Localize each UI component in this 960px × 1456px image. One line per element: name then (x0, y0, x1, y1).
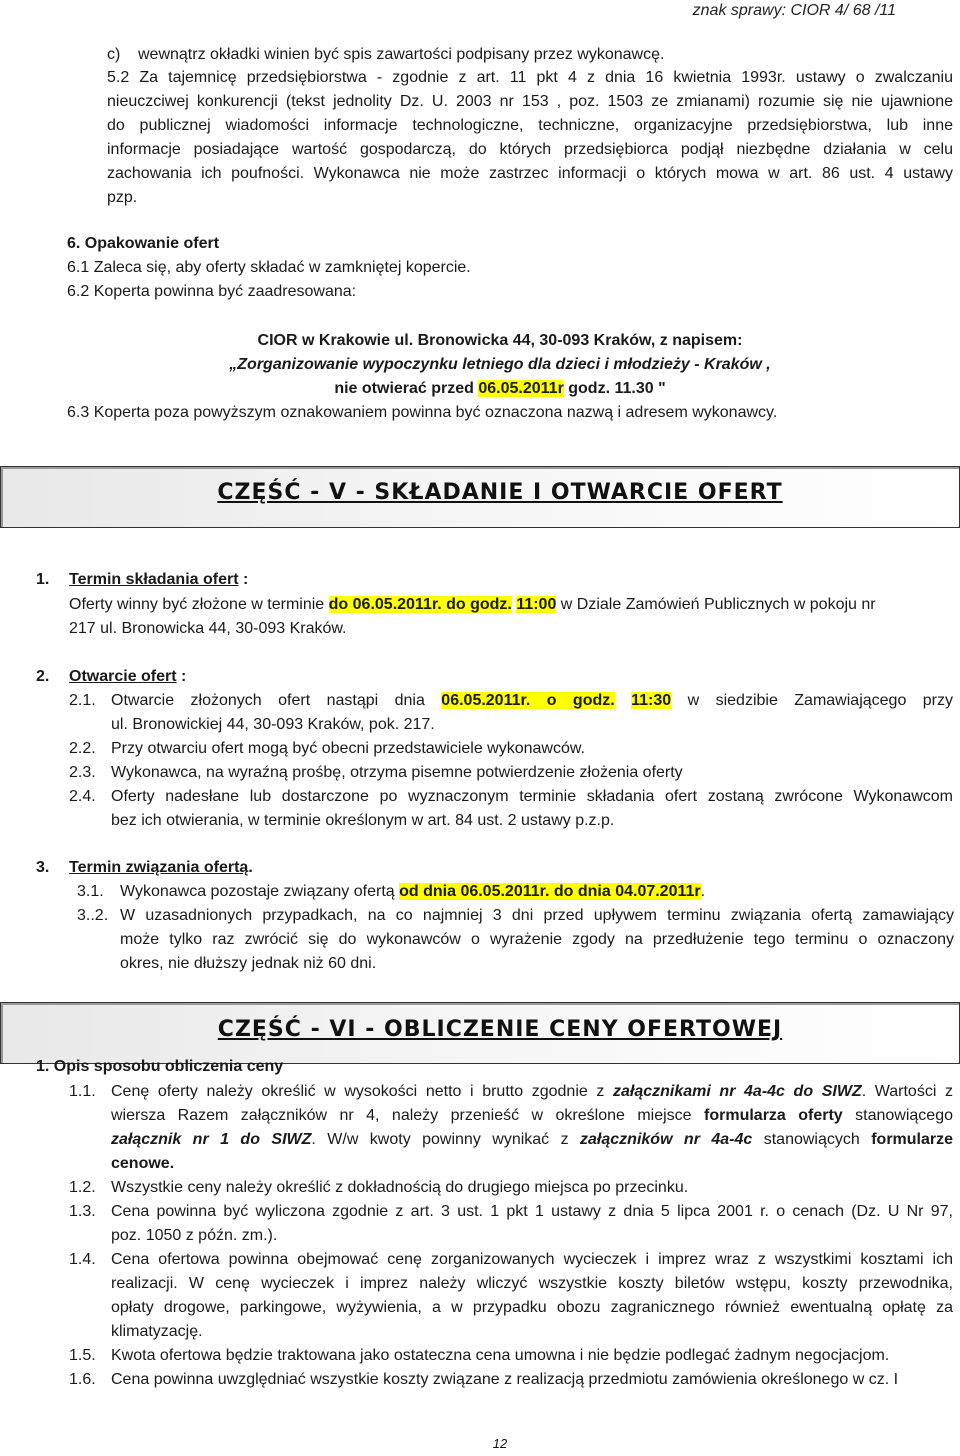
p5-item-21-b: w siedzibie Zamawiającego przy (687, 692, 953, 709)
p5-item-2-num: 2. (36, 668, 50, 685)
p6-item-12-num: 1.2. (69, 1179, 96, 1196)
p6-item-16-num: 1.6. (69, 1371, 96, 1388)
p6-item-11-l1-attachments: załącznikami nr 4a-4c do SIWZ (612, 1083, 862, 1100)
p5-item-21-a: Otwarcie złożonych ofert nastąpi dnia (111, 692, 425, 709)
p6-item-15: Kwota ofertowa będzie traktowana jako ostateczna cena umowna i nie będzie podlegać żadnym negocjacjom. (111, 1347, 890, 1364)
p6-item-12: Wszystkie ceny należy określić z dokładnością do drugiego miejsca po przecinku. (111, 1179, 689, 1196)
section-6-title: 6. Opakowanie ofert (67, 235, 220, 252)
p5-item-1-title: Termin składania ofert (69, 571, 239, 588)
p6-item-11-l3-attachment-1: załącznik nr 1 do SIWZ (111, 1131, 312, 1148)
p6-item-11-l3-attachments: załączników nr 4a-4c (580, 1131, 753, 1148)
p63: 6.3 Koperta poza powyższym oznakowaniem powinna być oznaczona nazwą i adresem wykonawcy. (67, 404, 778, 421)
p6-item-16: Cena powinna uwzględniać wszystkie koszty związane z realizacją przedmiotu zamówienia określonego w cz. I (111, 1371, 899, 1388)
p6-item-14-num: 1.4. (69, 1251, 96, 1268)
p6-item-11-l3-b: stanowiących (763, 1131, 860, 1148)
part-6-banner-title: CZĘŚĆ - VI - OBLICZENIE CENY OFERTOWEJ (217, 1017, 783, 1042)
p5-item-24-line-2: bez ich otwierania, w terminie określonym w art. 84 ust. 2 ustawy p.z.p. (111, 812, 615, 829)
p52-line-1: 5.2 Za tajemnicę przedsiębiorstwa - zgodnie z art. 11 pkt 4 z dnia 16 kwietnia 1993r. ustawy o zwalczaniu (107, 69, 953, 86)
p5-item-1-num: 1. (36, 571, 50, 588)
p5-item-1-line-1 (69, 593, 876, 617)
p5-item-21-num: 2.1. (69, 692, 96, 709)
p5-item-1-line-2: 217 ul. Bronowicka 44, 30-093 Kraków. (69, 620, 347, 637)
p6-item-15-num: 1.5. (69, 1347, 96, 1364)
p6-item-11-l3-a: . W/w kwoty powinny wynikać z (311, 1131, 569, 1148)
p5-item-32-line-3: okres, nie dłuższy jednak niż 60 dni. (120, 955, 377, 972)
p6-item-11-l3-forms: formularze (871, 1131, 954, 1148)
item-c-prefix: c) (107, 46, 121, 63)
address-line-3-b: godz. 11.30 " (568, 380, 666, 397)
p5-item-1-colon: : (238, 571, 249, 588)
p52-line-2: nieuczciwej konkurencji (tekst jednolity Dz. U. 2003 nr 153 , poz. 1503 ze zmianami) rozumie się nie ujawnione (107, 93, 953, 110)
p5-item-21-line-1 (111, 689, 953, 713)
p6-item-13-line-2: poz. 1050 z późn. zm.). (111, 1227, 278, 1244)
p52-line-5: zachowania ich poufności. Wykonawca nie może zastrzec informacji o których mowa w art. 86 ust. 4 ustawy (107, 165, 953, 182)
p62: 6.2 Koperta powinna być zaadresowana: (67, 283, 357, 300)
address-line-3 (0, 377, 960, 401)
p5-item-23: Wykonawca, na wyraźną prośbę, otrzyma pisemne potwierdzenie złożenia oferty (111, 764, 683, 781)
address-date-highlight: 06.05.2011r (478, 380, 564, 397)
p6-item-14-line-2: realizacji. W cenę wycieczek i imprez należy wliczyć wszystkie koszty biletów wstępu, koszty przewodnika, (111, 1275, 953, 1292)
p6-item-1-title: 1. Opis sposobu obliczenia ceny (36, 1058, 284, 1075)
p6-item-13-line-1: Cena powinna być wyliczona zgodnie z art. 3 ust. 1 pkt 1 ustawy z dnia 5 lipca 2001 r. o cenach (Dz. U Nr 97, (111, 1203, 953, 1220)
p5-item-23-num: 2.3. (69, 764, 96, 781)
p5-item-24-num: 2.4. (69, 788, 96, 805)
p5-item-31-num: 3.1. (77, 883, 104, 900)
address-line-2: „Zorganizowanie wypoczynku letniego dla dzieci i młodzieży - Kraków , (229, 356, 771, 373)
binding-period-highlight: od dnia 06.05.2011r. do dnia 04.07.2011r (399, 883, 701, 900)
p5-item-32-line-2: może tylko raz zwrócić się do wykonawców o wyrażenie zgody na przedłużenie tego terminu o oznaczony (120, 931, 954, 948)
p6-item-14-line-3: opłaty drogowe, parkingowe, wyżywienia, a w przypadku obozu zagranicznego również ewentualną opłatę za (111, 1299, 953, 1316)
deadline-time-highlight: 11:00 (516, 596, 557, 613)
p6-item-14-line-1: Cena ofertowa powinna obejmować cenę zorganizowanych wycieczek i imprez wraz z wszystkimi kosztami ich (111, 1251, 953, 1268)
p5-item-22: Przy otwarciu ofert mogą być obecni przedstawiciele wykonawców. (111, 740, 585, 757)
p6-item-11-line-4: cenowe. (111, 1155, 175, 1172)
p5-item-3-num: 3. (36, 859, 50, 876)
p6-item-11-l1-b: . Wartości z (861, 1083, 953, 1100)
p6-item-11-line-1 (111, 1080, 953, 1104)
p52-line-4: informacje posiadające wartość gospodarczą, do których przedsiębiorca podjął niezbędne działania w celu (107, 141, 953, 158)
address-line-1: CIOR w Krakowie ul. Bronowicka 44, 30-093 Kraków, z napisem: (257, 332, 743, 349)
case-number: znak sprawy: CIOR 4/ 68 /11 (692, 2, 896, 19)
p5-item-31 (120, 880, 705, 904)
p5-item-3-title: Termin związania ofertą (69, 859, 249, 876)
p5-item-2-heading (69, 665, 186, 689)
p5-item-32-num: 3..2. (77, 907, 109, 924)
p5-item-24-line-1: Oferty nadesłane lub dostarczone po wyznaczonym terminie składania ofert zostaną zwrócone Wykonawcom (111, 788, 953, 805)
p5-item-21-line-2: ul. Bronowickiej 44, 30-093 Kraków, pok. 217. (111, 716, 435, 733)
p5-item-1-l1-b: w Dziale Zamówień Publicznych w pokoju nr (560, 596, 876, 613)
p5-item-31-b: . (700, 883, 706, 900)
p6-item-11-l2-b: stanowiącego (855, 1107, 953, 1124)
p52-line-3: do publicznej wiadomości informacje technologiczne, techniczne, organizacyjne przedsiębiorstwa, lub inne (107, 117, 953, 134)
address-line-3-a: nie otwierać przed (334, 380, 474, 397)
opening-time-highlight: 11:30 (631, 692, 672, 709)
p6-item-11-line-3 (111, 1128, 953, 1152)
p5-item-3-heading (69, 856, 253, 880)
p5-item-1-heading (69, 568, 248, 592)
p6-item-13-num: 1.3. (69, 1203, 96, 1220)
p5-item-32-line-1: W uzasadnionych przypadkach, na co najmniej 3 dni przed upływem terminu związania ofertą zamawiający (120, 907, 954, 924)
p5-item-2-colon: : (176, 668, 187, 685)
item-c-text: wewnątrz okładki winien być spis zawartości podpisany przez wykonawcę. (138, 46, 665, 63)
p6-item-11-l2-a: wiersza Razem załączników nr 4, należy przenieść w określone miejsce (111, 1107, 692, 1124)
page-number: 12 (492, 1436, 508, 1451)
opening-date-highlight: 06.05.2011r. o godz. (441, 692, 615, 709)
p6-item-11-l1-a: Cenę oferty należy określić w wysokości netto i brutto zgodnie z (111, 1083, 605, 1100)
p5-item-22-num: 2.2. (69, 740, 96, 757)
deadline-date-highlight: do 06.05.2011r. do godz. (328, 596, 512, 613)
p6-item-11-l2-form: formularza oferty (704, 1107, 843, 1124)
p5-item-2-title: Otwarcie ofert (69, 668, 177, 685)
p6-item-11-num: 1.1. (69, 1083, 96, 1100)
p61: 6.1 Zaleca się, aby oferty składać w zamkniętej kopercie. (67, 259, 471, 276)
p52-line-6: pzp. (107, 189, 138, 206)
p6-item-11-line-2 (111, 1104, 953, 1128)
p5-item-3-dot: . (248, 859, 253, 876)
part-5-banner-title: CZĘŚĆ - V - SKŁADANIE I OTWARCIE OFERT (217, 480, 783, 505)
p5-item-31-a: Wykonawca pozostaje związany ofertą (120, 883, 395, 900)
p6-item-14-line-4: klimatyzację. (111, 1323, 203, 1340)
p5-item-1-l1-a: Oferty winny być złożone w terminie (69, 596, 325, 613)
